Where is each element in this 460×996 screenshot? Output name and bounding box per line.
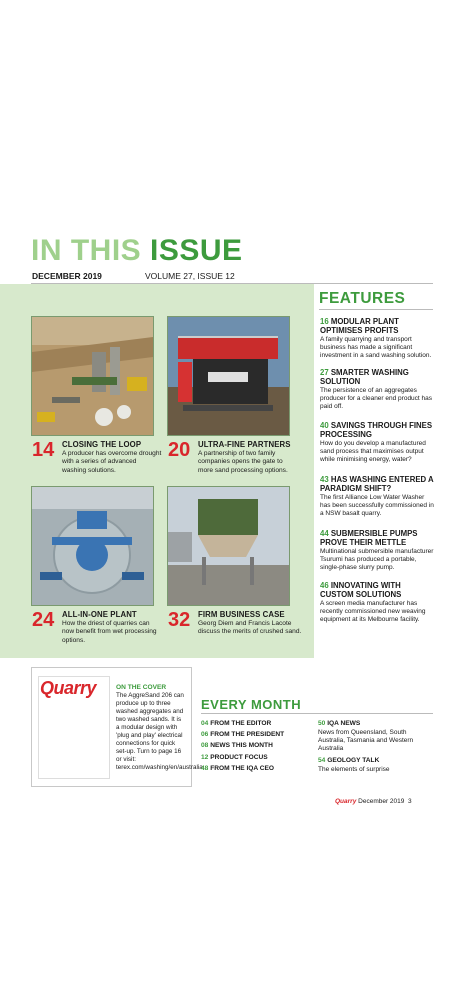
feature-head xyxy=(320,317,435,335)
every-month-item[interactable] xyxy=(318,755,433,766)
issue-date: DECEMBER 2019 xyxy=(32,271,102,281)
feature-desc: A family quarrying and transport business has made a significant investment in a sand washing solution. xyxy=(320,336,432,359)
every-month-item[interactable] xyxy=(201,740,311,751)
every-month-item[interactable] xyxy=(318,718,433,729)
feature-head-text: SMARTER WASHING SOLUTION xyxy=(320,368,409,386)
item-desc: The elements of surprise xyxy=(318,766,390,774)
feature-desc: The persistence of an aggregates producer for a cleaner end product has paid off. xyxy=(320,387,433,410)
story-head-14[interactable]: CLOSING THE LOOP xyxy=(62,440,142,449)
item-label: FROM THE EDITOR xyxy=(210,720,272,727)
story-desc-32: Georg Diem and Francis Lacote discuss the merits of crushed sand. xyxy=(198,620,302,636)
item-label: FROM THE PRESIDENT xyxy=(210,731,285,739)
feature-item-44[interactable] xyxy=(320,529,435,572)
footer-brand: Quarry xyxy=(335,798,357,805)
story-photo-24[interactable] xyxy=(31,486,154,606)
story-head-32[interactable]: FIRM BUSINESS CASE xyxy=(198,610,285,619)
feature-head xyxy=(320,475,435,493)
feature-number: 43 xyxy=(320,475,329,484)
item-number: 50 xyxy=(318,720,326,727)
feature-desc: The first Alliance Low Water Washer has been successfully commissioned in a NSW basalt quarry. xyxy=(320,494,434,517)
cover-text: The AggreSand 206 can produce up to three washed aggregates and two washed sands. It is a modular design with 'plug and play' electrical connections for quick set-up. Turn to page 16 or visit: terex.com/washing/en/australia xyxy=(116,692,203,771)
feature-desc: Multinational submersible manufacturer Tsurumi has produced a portable, single-phase slurry pump. xyxy=(320,548,434,571)
item-label: NEWS THIS MONTH xyxy=(210,742,273,750)
feature-number: 40 xyxy=(320,421,329,430)
feature-head-text: SUBMERSIBLE PUMPS PROVE THEIR METTLE xyxy=(320,529,418,547)
story-photo-20[interactable] xyxy=(167,316,290,436)
feature-head-text: HAS WASHING ENTERED A PARADIGM SHIFT? xyxy=(320,475,434,493)
feature-number: 27 xyxy=(320,368,329,377)
circular-plant-image xyxy=(32,487,153,605)
story-desc-20: A partnership of two family companies opens the gate to more sand processing options. xyxy=(198,450,288,474)
every-month-divider xyxy=(201,713,433,714)
story-number-20: 20 xyxy=(168,439,191,461)
item-label: PRODUCT FOCUS xyxy=(210,753,268,761)
feature-head xyxy=(320,581,435,599)
item-number: 12 xyxy=(201,753,209,761)
item-number: 06 xyxy=(201,731,209,739)
feature-item-16[interactable] xyxy=(320,317,435,360)
every-month-right xyxy=(318,718,433,774)
issue-volume: VOLUME 27, ISSUE 12 xyxy=(145,271,235,281)
footer-date: December 2019 xyxy=(358,798,405,805)
cover-heading: ON THE COVER xyxy=(116,684,167,691)
item-number: 48 xyxy=(201,764,209,772)
every-month-item[interactable] xyxy=(201,718,311,729)
feature-item-43[interactable] xyxy=(320,475,435,518)
item-number: 54 xyxy=(318,757,326,765)
title-part-a: IN THIS xyxy=(31,234,151,267)
story-head-20[interactable]: ULTRA-FINE PARTNERS xyxy=(198,440,291,449)
feature-number: 44 xyxy=(320,529,329,538)
hopper-image xyxy=(168,487,289,605)
processing-plant-image xyxy=(168,317,289,435)
story-number-32: 32 xyxy=(168,609,191,631)
feature-head xyxy=(320,421,435,439)
every-month-item[interactable] xyxy=(201,729,311,740)
every-month-title: EVERY MONTH xyxy=(201,697,302,712)
feature-head-text: INNOVATING WITH CUSTOM SOLUTIONS xyxy=(320,581,402,599)
every-month-left xyxy=(201,718,311,774)
feature-desc: How do you develop a manufactured sand process that maximises output while minimising energy, water? xyxy=(320,440,426,463)
cover-logo: Quarry xyxy=(40,678,97,698)
title-part-b: ISSUE xyxy=(150,234,243,267)
every-month-item[interactable] xyxy=(201,763,311,774)
page-title xyxy=(31,234,243,268)
feature-item-27[interactable] xyxy=(320,368,435,411)
page-number: 3 xyxy=(408,798,412,805)
story-photo-14[interactable] xyxy=(31,316,154,436)
feature-head-text: MODULAR PLANT OPTIMISES PROFITS xyxy=(320,317,399,335)
feature-desc: A screen media manufacturer has recently commissioned new weaving equipment at its Melbourne facility. xyxy=(320,600,426,623)
page-footer xyxy=(335,798,412,805)
feature-head xyxy=(320,529,435,547)
feature-head-text: SAVINGS THROUGH FINES PROCESSING xyxy=(320,421,433,439)
story-photo-32[interactable] xyxy=(167,486,290,606)
feature-item-40[interactable] xyxy=(320,421,435,464)
feature-item-46[interactable] xyxy=(320,581,435,624)
story-head-24[interactable]: ALL-IN-ONE PLANT xyxy=(62,610,137,619)
cover-thumbnail[interactable] xyxy=(38,676,110,779)
item-number: 08 xyxy=(201,742,209,750)
story-number-24: 24 xyxy=(32,609,55,631)
feature-number: 16 xyxy=(320,317,329,326)
every-month-item[interactable] xyxy=(201,752,311,763)
item-label: IQA NEWS xyxy=(327,720,361,727)
feature-number: 46 xyxy=(320,581,329,590)
story-number-14: 14 xyxy=(32,439,55,461)
quarry-plant-image xyxy=(32,317,153,435)
features-title: FEATURES xyxy=(319,290,406,307)
story-desc-24: How the driest of quarries can now benefit from wet processing options. xyxy=(62,620,157,644)
features-divider xyxy=(319,309,433,310)
item-desc: News from Queensland, South Australia, Tasmania and Western Australia xyxy=(318,729,414,753)
item-label: FROM THE IQA CEO xyxy=(210,764,275,772)
item-label: GEOLOGY TALK xyxy=(327,757,380,765)
item-number: 04 xyxy=(201,720,209,727)
feature-head xyxy=(320,368,435,386)
story-desc-14: A producer has overcome drought with a series of advanced washing solutions. xyxy=(62,450,162,474)
